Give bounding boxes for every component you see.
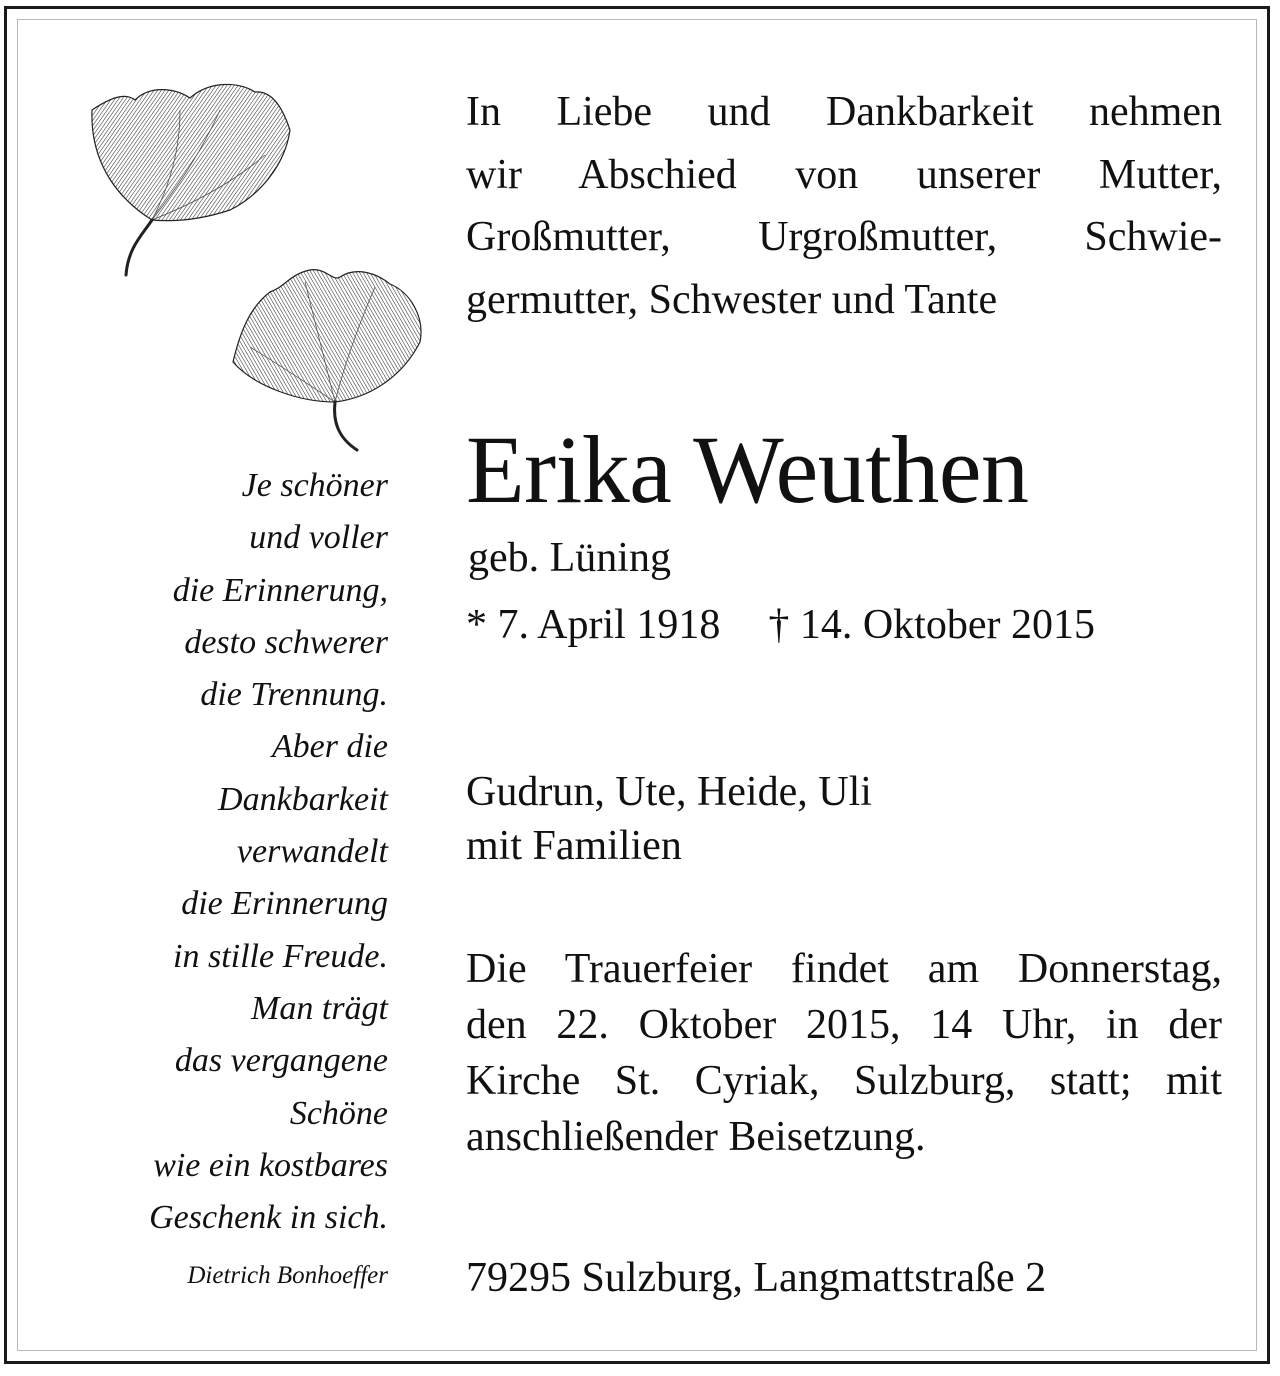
intro-line: germutter, Schwester und Tante xyxy=(466,276,998,323)
maiden-name: geb. Lüning xyxy=(468,535,671,581)
poem-line: desto schwerer xyxy=(184,623,388,661)
poem-line: das vergangene xyxy=(174,1042,388,1080)
service-line: anschließender Beisetzung. xyxy=(466,1114,926,1160)
poem-line: in stille Freude. xyxy=(173,937,388,975)
service-info xyxy=(466,941,1222,1165)
birth-date: * 7. April 1918 xyxy=(466,602,721,648)
intro-line: In Liebe und Dankbarkeit nehmen xyxy=(466,89,1222,135)
address: 79295 Sulzburg, Langmattstraße 2 xyxy=(466,1255,1047,1301)
poem-line: und voller xyxy=(249,519,388,557)
poem-line: Je schöner xyxy=(241,467,388,504)
service-line: den 22. Oktober 2015, 14 Uhr, in der xyxy=(466,1002,1222,1048)
poem xyxy=(68,460,388,1244)
family-line: Gudrun, Ute, Heide, Uli xyxy=(466,769,872,815)
poem-line: Schöne xyxy=(289,1094,388,1132)
poem-line: verwandelt xyxy=(236,833,388,871)
family-line: mit Familien xyxy=(466,823,682,869)
poem-author: Dietrich Bonhoeffer xyxy=(187,1262,388,1289)
life-dates xyxy=(466,601,1095,649)
deceased-name: Erika Weuthen xyxy=(466,416,1029,523)
family-signature xyxy=(466,765,872,873)
service-line: Kirche St. Cyriak, Sulzburg, statt; mit xyxy=(466,1058,1222,1104)
poem-line: die Erinnerung, xyxy=(172,571,388,609)
poem-line: Dankbarkeit xyxy=(218,780,388,818)
intro-text xyxy=(466,81,1222,331)
ginkgo-leaf-icon xyxy=(80,70,300,280)
service-line: Die Trauerfeier findet am Donnerstag, xyxy=(466,946,1222,992)
poem-line: die Trennung. xyxy=(200,676,388,714)
ginkgo-leaf-icon xyxy=(225,262,430,457)
death-date: † 14. Oktober 2015 xyxy=(768,602,1095,648)
poem-line: Man trägt xyxy=(251,989,388,1027)
poem-line: die Erinnerung xyxy=(181,885,388,923)
poem-line: Geschenk in sich. xyxy=(149,1199,388,1237)
intro-line: wir Abschied von unserer Mutter, xyxy=(466,151,1222,198)
intro-line: Großmutter, Urgroßmutter, Schwie- xyxy=(466,214,1222,260)
poem-line: Aber die xyxy=(271,728,388,766)
poem-line: wie ein kostbares xyxy=(153,1146,388,1184)
